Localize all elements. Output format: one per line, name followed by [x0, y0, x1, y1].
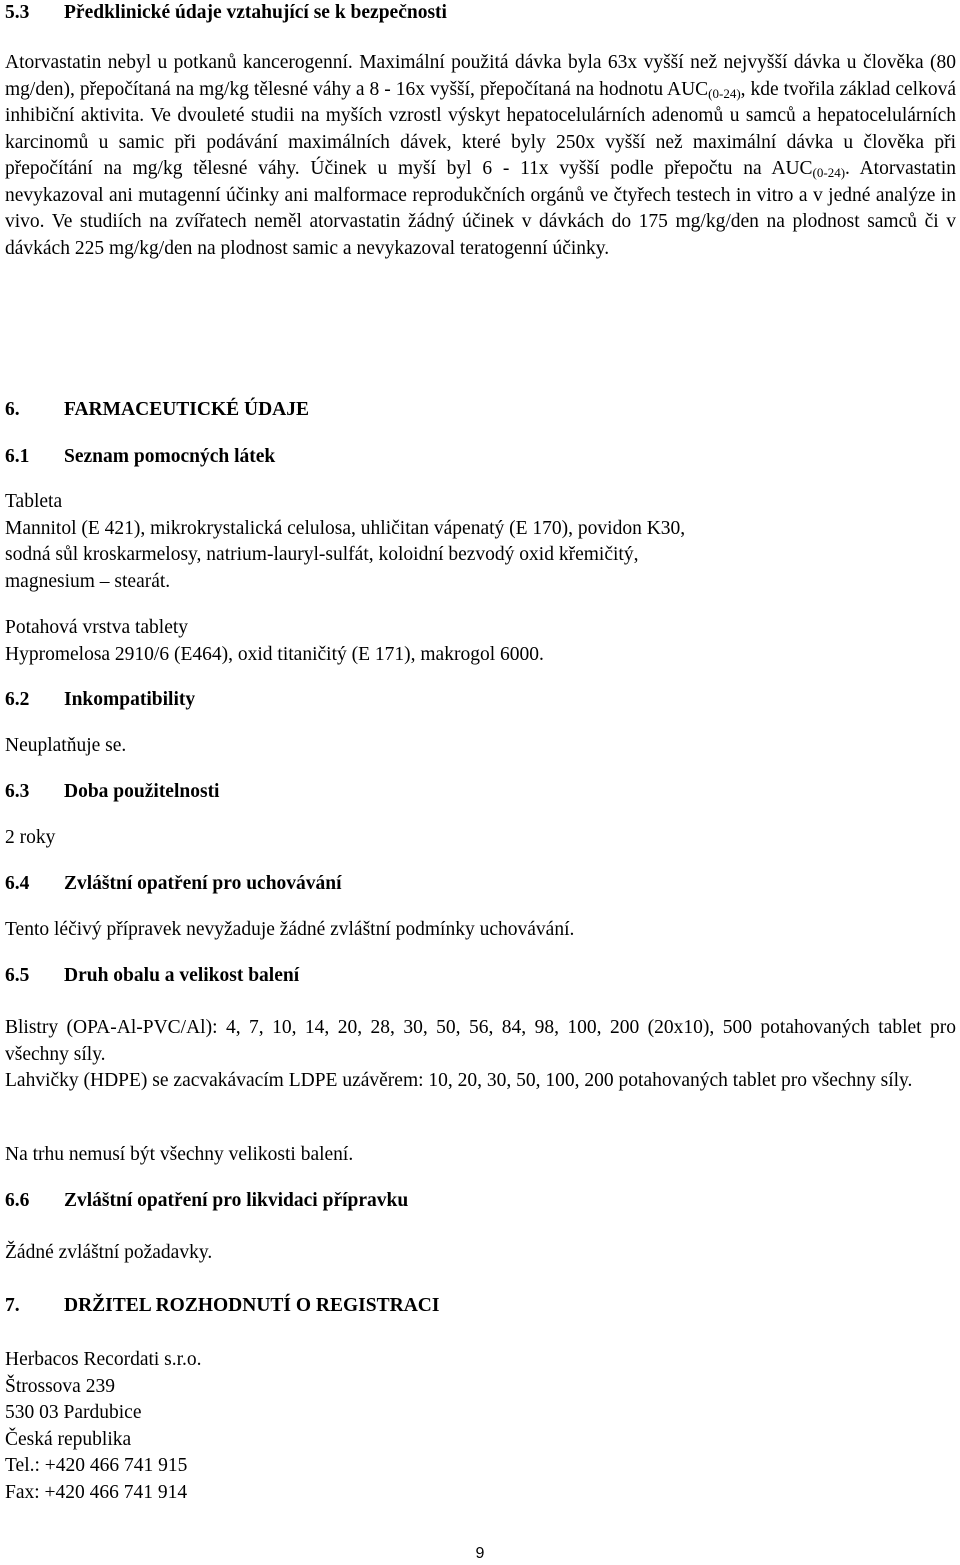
- address-line: Česká republika: [5, 1428, 132, 1450]
- subscript: (0-24): [708, 85, 741, 101]
- coating-text: Hypromelosa 2910/6 (E464), oxid titaničitý (E 171), makrogol 6000.: [5, 643, 544, 665]
- address-line: Tel.: +420 466 741 915: [5, 1455, 188, 1476]
- bottle-text: Lahvičky (HDPE) se zacvakávacím LDPE uzávěrem: 10, 20, 30, 50, 100, 200 potahovaných tablet pro všechny síly.: [5, 1070, 913, 1091]
- tablet-label: Tableta: [5, 491, 63, 512]
- section-title: Zvláštní opatření pro uchovávání: [64, 873, 342, 894]
- excipients-coating: [5, 615, 956, 668]
- section-6-2-heading: [5, 687, 956, 713]
- coating-label: Potahová vrstva tablety: [5, 617, 189, 638]
- section-title: Druh obalu a velikost balení: [64, 965, 300, 986]
- section-6-1-heading: [5, 444, 956, 470]
- storage-text: Tento léčivý přípravek nevyžaduje žádné zvláštní podmínky uchovávání.: [5, 919, 575, 940]
- text-run: . Atorvastatin nevykazoval ani mutagenní účinky ani malformace reprodukčních orgánů ve čtyřech testech in vitro a v jedné analýze in vivo. Ve studiích na zvířatech neměl atorvastatin žádný účinek v dávkách do 175 mg/kg/den na plodnost samců či v dávkách 225 mg/kg/den na plodnost samic a nevykazoval teratogenní účinky.: [5, 158, 956, 259]
- section-number: 6.1: [5, 446, 30, 467]
- section-6-5-heading: [5, 963, 956, 989]
- section-6-4-body: [5, 917, 956, 944]
- section-number: 6.5: [5, 965, 30, 986]
- section-title: Seznam pomocných látek: [64, 446, 276, 467]
- section-6-3-heading: [5, 779, 956, 805]
- section-number: 6.3: [5, 781, 30, 802]
- section-6-6-body: [5, 1240, 956, 1267]
- section-6-3-body: [5, 825, 956, 852]
- disposal-text: Žádné zvláštní požadavky.: [5, 1242, 213, 1263]
- section-number: 6.4: [5, 873, 30, 894]
- address-line: Fax: +420 466 741 914: [5, 1481, 188, 1503]
- address-line: Štrossova 239: [5, 1375, 115, 1397]
- section-number: 6.: [5, 399, 20, 420]
- excipients-tablet: [5, 489, 956, 595]
- section-title: Zvláštní opatření pro likvidaci přípravku: [64, 1190, 409, 1211]
- tablet-line: magnesium – stearát.: [5, 570, 171, 592]
- section-6-5-body: [5, 1015, 956, 1095]
- section-number: 7.: [5, 1295, 20, 1316]
- page-number: 9: [475, 1545, 485, 1562]
- section-6-4-heading: [5, 871, 956, 897]
- section-6-heading: [5, 397, 956, 423]
- tablet-line: sodná sůl kroskarmelosy, natrium-lauryl-sulfát, koloidní bezvodý oxid křemičitý,: [5, 544, 639, 565]
- subscript: (0-24): [812, 165, 846, 180]
- section-5-3-body: [5, 50, 956, 262]
- holder-address: [5, 1347, 956, 1506]
- section-7-heading: [5, 1293, 956, 1319]
- section-title: Předklinické údaje vztahující se k bezpečnosti: [64, 2, 447, 23]
- tablet-line: Mannitol (E 421), mikrokrystalická celulosa, uhličitan vápenatý (E 170), povidon K30,: [5, 517, 686, 539]
- section-6-5-note: [5, 1142, 956, 1169]
- section-title: Inkompatibility: [64, 689, 196, 710]
- section-number: 5.3: [5, 2, 30, 23]
- shelf-life-text: 2 roky: [5, 827, 56, 848]
- section-6-6-heading: [5, 1188, 956, 1214]
- section-title: DRŽITEL ROZHODNUTÍ O REGISTRACI: [64, 1295, 440, 1316]
- text-run: Atorvastatin nebyl u potkanů kancerogenní. Maximální použitá dávka byla 63x vyšší než nejvyšší dávka u člověka (80 mg/den), přepočítaná na mg/kg tělesné váhy a 8 - 16x vyšší, přepočítaná na hodnotu AUC: [5, 52, 956, 100]
- address-line: 530 03 Pardubice: [5, 1402, 142, 1423]
- pack-note: Na trhu nemusí být všechny velikosti balení.: [5, 1144, 354, 1165]
- section-number: 6.2: [5, 689, 30, 710]
- incompatibility-text: Neuplatňuje se.: [5, 735, 127, 756]
- text-run: , kde tvořila základ celková inhibiční aktivita. Ve dvouleté studii na myších vzrostl výskyt hepatocelulárních adenomů u samců a hepatocelulárních karcinomů u samic při podávání maximálních dávek, které byly 250x vyšší než maximální dávka u člověka při přepočítání na mg/kg tělesné váhy. Účinek u myší byl 6 - 11x vyšší podle přepočtu na AUC: [5, 78, 956, 179]
- section-number: 6.6: [5, 1190, 30, 1211]
- section-title: FARMACEUTICKÉ ÚDAJE: [64, 399, 310, 420]
- section-6-2-body: [5, 733, 956, 760]
- section-title: Doba použitelnosti: [64, 781, 220, 802]
- preclinical-paragraph: [5, 50, 956, 262]
- section-5-3-heading: [5, 0, 956, 26]
- blister-text: Blistry (OPA-Al-PVC/Al): 4, 7, 10, 14, 20, 28, 30, 50, 56, 84, 98, 100, 200 (20x10), 500 potahovaných tablet pro všechny síly.: [5, 1017, 956, 1065]
- address-line: Herbacos Recordati s.r.o.: [5, 1349, 202, 1370]
